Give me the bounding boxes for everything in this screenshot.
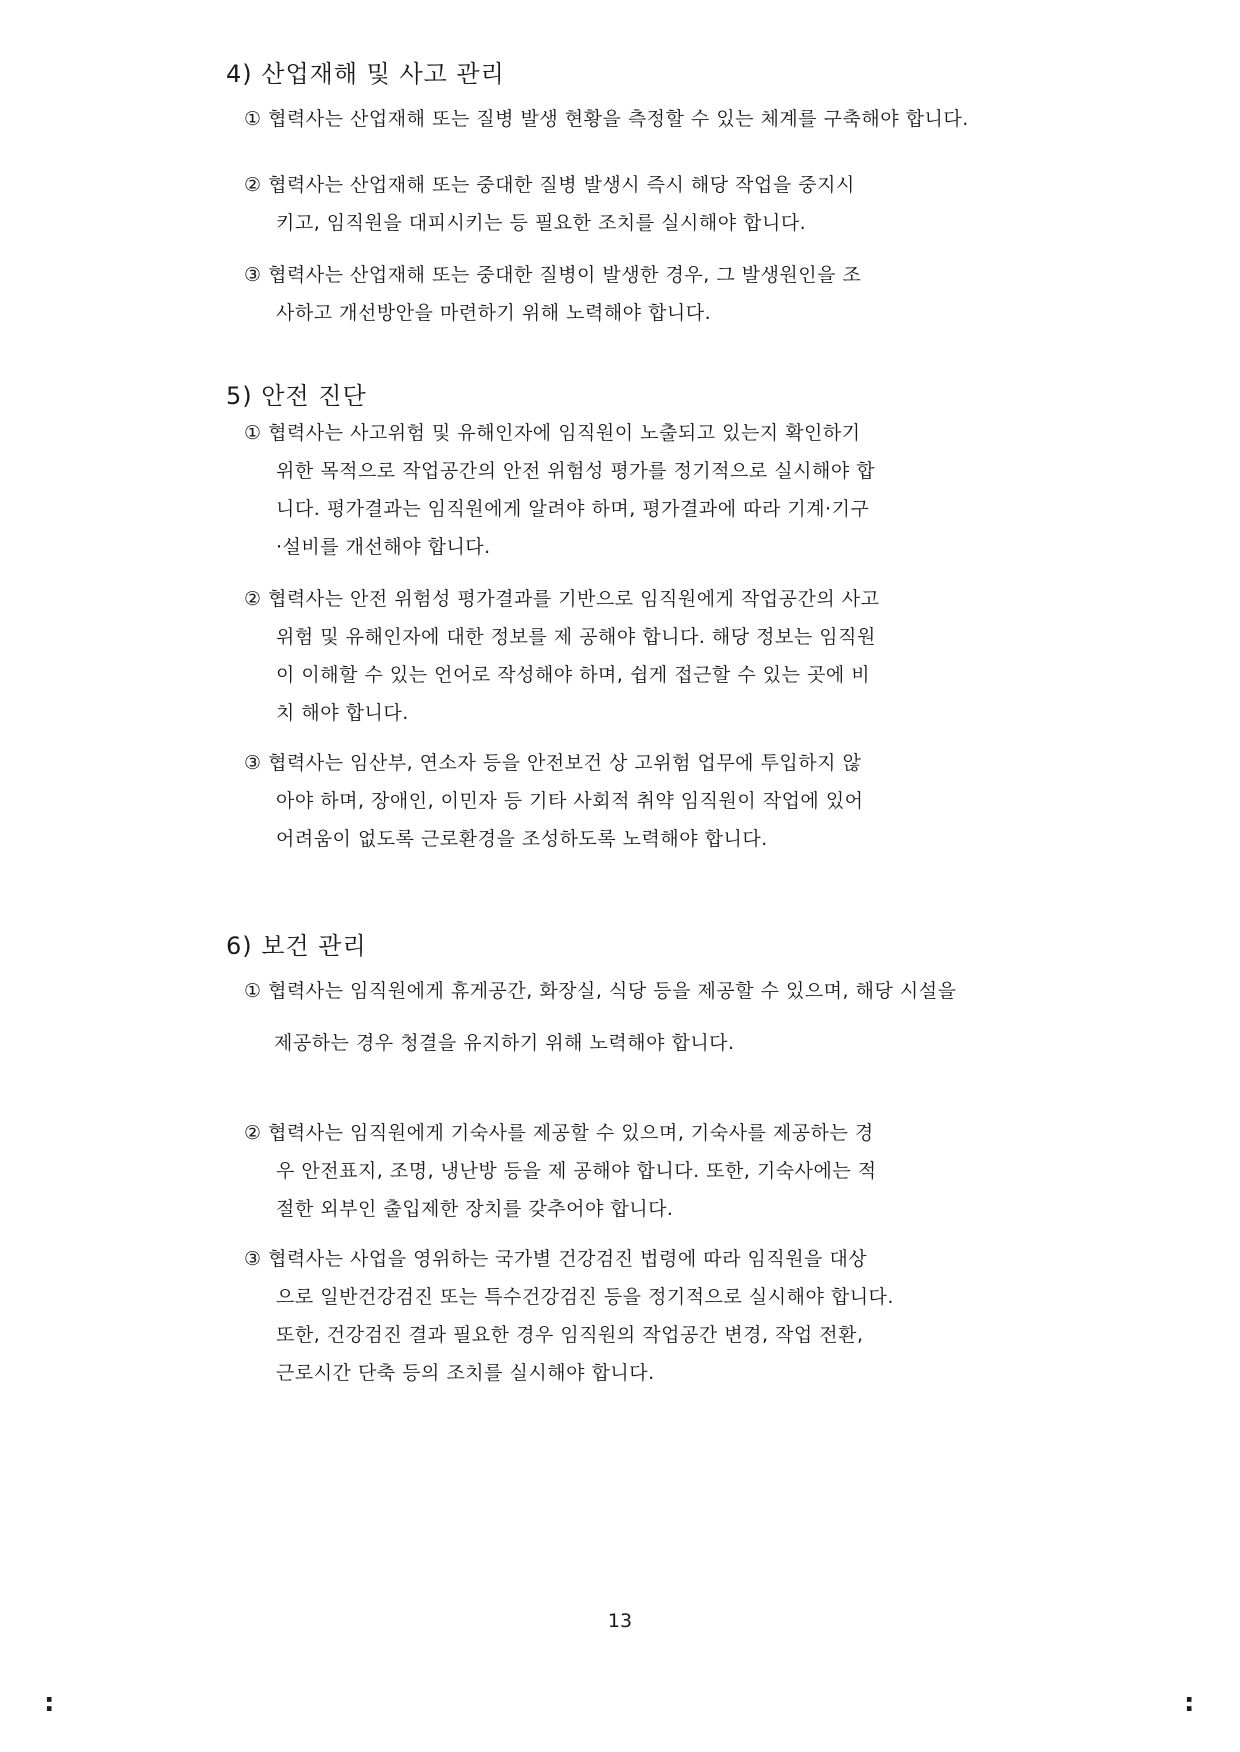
item-line: 치 해야 합니다. <box>276 702 409 724</box>
section-title-health-management: 6) 보건 관리 <box>226 932 367 960</box>
item-line: 제공하는 경우 청결을 유지하기 위해 노력해야 합니다. <box>274 1032 735 1054</box>
item-line: ① 협력사는 임직원에게 휴게공간, 화장실, 식당 등을 제공할 수 있으며, 해당 시설을 <box>244 980 957 1002</box>
item-line: ② 협력사는 임직원에게 기숙사를 제공할 수 있으며, 기숙사를 제공하는 경 <box>244 1122 874 1144</box>
item-line: 이 이해할 수 있는 언어로 작성해야 하며, 쉽게 접근할 수 있는 곳에 비 <box>276 664 871 686</box>
item-line: 절한 외부인 출입제한 장치를 갖추어야 합니다. <box>276 1198 674 1220</box>
item-line: 사하고 개선방안을 마련하기 위해 노력해야 합니다. <box>276 302 712 324</box>
item-line: 니다. 평가결과는 임직원에게 알려야 하며, 평가결과에 따라 기계·기구 <box>276 498 870 520</box>
item-line: 아야 하며, 장애인, 이민자 등 기타 사회적 취약 임직원이 작업에 있어 <box>276 790 864 812</box>
item-line: ③ 협력사는 산업재해 또는 중대한 질병이 발생한 경우, 그 발생원인을 조 <box>244 264 862 286</box>
item-line: 근로시간 단축 등의 조치를 실시해야 합니다. <box>276 1362 655 1384</box>
corner-mark-left: : <box>44 1688 55 1718</box>
item-line: 으로 일반건강검진 또는 특수건강검진 등을 정기적으로 실시해야 합니다. <box>276 1286 894 1308</box>
page-number: 13 <box>607 1610 633 1632</box>
item-line: 어려움이 없도록 근로환경을 조성하도록 노력해야 합니다. <box>276 828 768 850</box>
item-line: 또한, 건강검진 결과 필요한 경우 임직원의 작업공간 변경, 작업 전환, <box>276 1324 864 1346</box>
item-line: 우 안전표지, 조명, 냉난방 등을 제 공해야 합니다. 또한, 기숙사에는 적 <box>276 1160 877 1182</box>
section-title-accident-management: 4) 산업재해 및 사고 관리 <box>226 60 505 88</box>
item-line: ② 협력사는 산업재해 또는 중대한 질병 발생시 즉시 해당 작업을 중지시 <box>244 174 855 196</box>
item-line: ③ 협력사는 임산부, 연소자 등을 안전보건 상 고위험 업무에 투입하지 않 <box>244 752 862 774</box>
item-line: ① 협력사는 사고위험 및 유해인자에 임직원이 노출되고 있는지 확인하기 <box>244 422 861 444</box>
item-line: 위험 및 유해인자에 대한 정보를 제 공해야 합니다. 해당 정보는 임직원 <box>276 626 876 648</box>
item-line: ② 협력사는 안전 위험성 평가결과를 기반으로 임직원에게 작업공간의 사고 <box>244 588 880 610</box>
section-title-safety-assessment: 5) 안전 진단 <box>226 382 367 410</box>
item-line: ③ 협력사는 사업을 영위하는 국가별 건강검진 법령에 따라 임직원을 대상 <box>244 1248 868 1270</box>
item-line: 키고, 임직원을 대피시키는 등 필요한 조치를 실시해야 합니다. <box>276 212 807 234</box>
item-line: ·설비를 개선해야 합니다. <box>276 536 491 558</box>
item-line: 위한 목적으로 작업공간의 안전 위험성 평가를 정기적으로 실시해야 합 <box>276 460 876 482</box>
corner-mark-right: : <box>1184 1688 1195 1718</box>
item-line: ① 협력사는 산업재해 또는 질병 발생 현황을 측정할 수 있는 체계를 구축해야 합니다. <box>244 108 969 130</box>
